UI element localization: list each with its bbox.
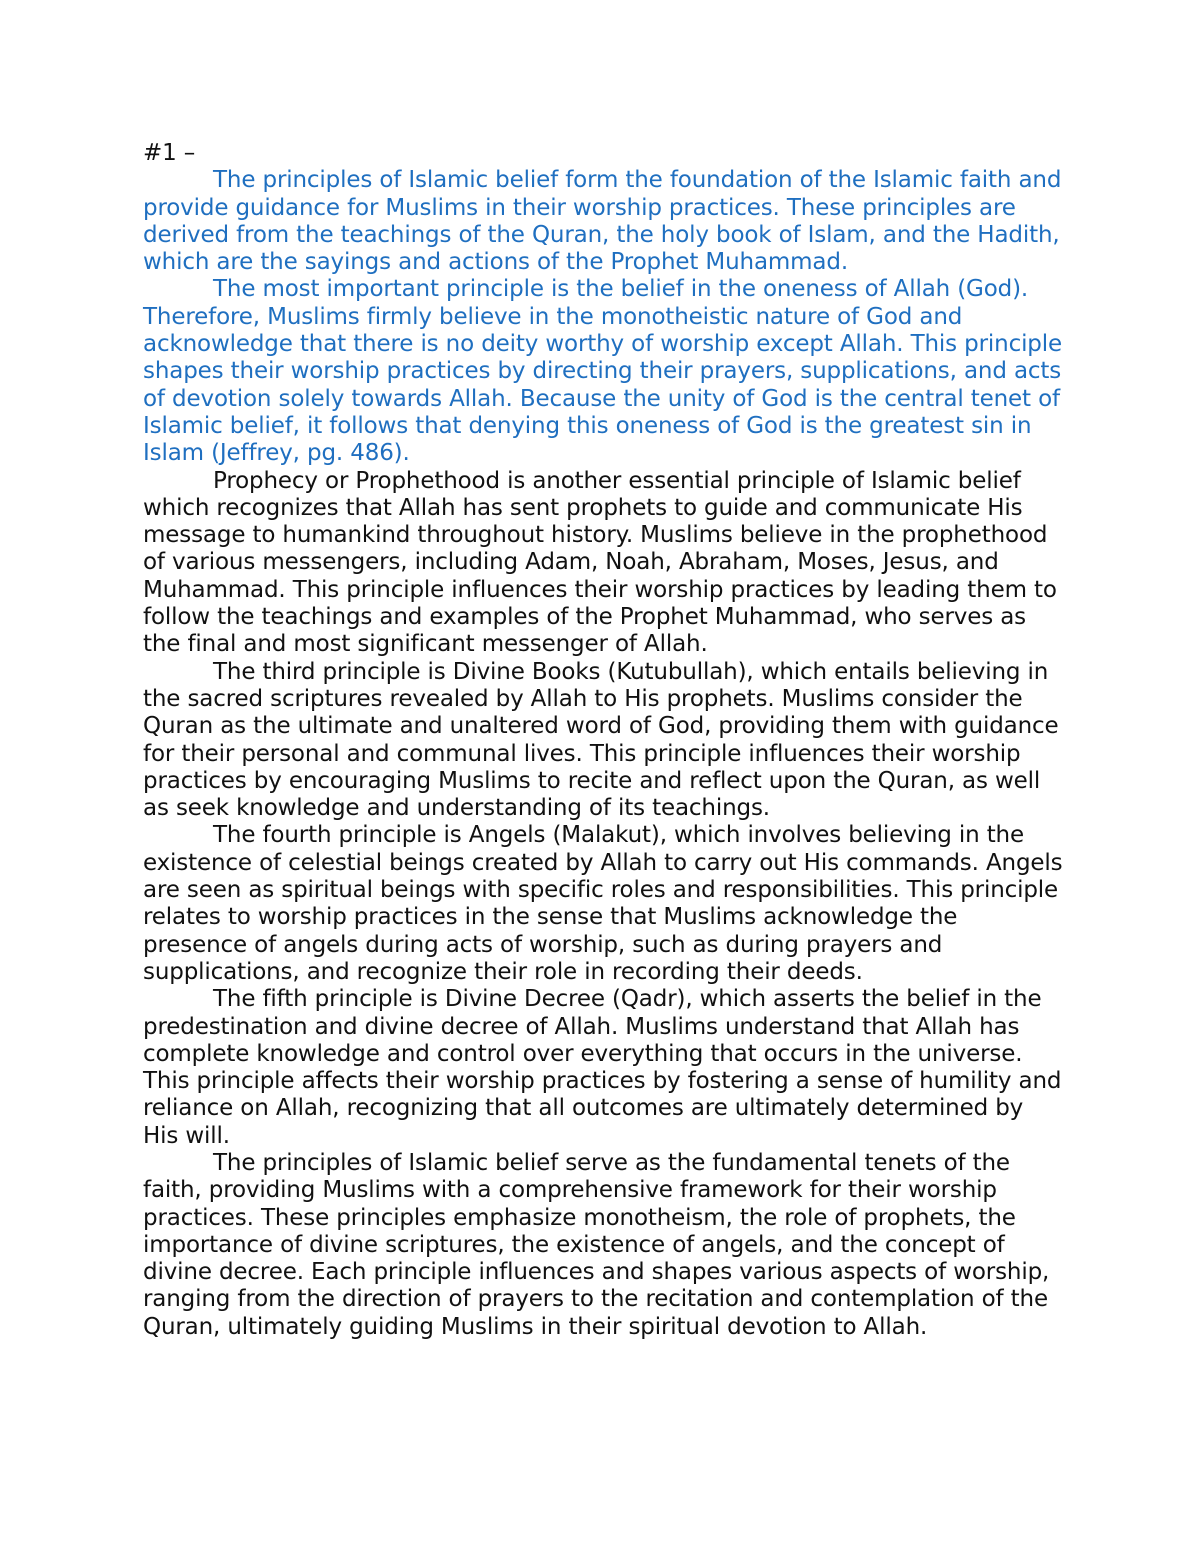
document-heading: #1 –	[143, 140, 196, 166]
paragraph-conclusion: The principles of Islamic belief serve as the fundamental tenets of the faith, providing Muslims with a comprehensive framework for their worship practices. These principles emphasize monotheism, the role of prophets, the importance of divine scriptures, the existence of angels, and the concept of divine decree. Each principle influences and shapes various aspects of worship, ranging from the direction of prayers to the recitation and contemplation of the Quran, ultimately guiding Muslims in their spiritual devotion to Allah.	[143, 1149, 1050, 1340]
paragraph-intro: The principles of Islamic belief form the foundation of the Islamic faith and provide guidance for Muslims in their worship practices. These principles are derived from the teachings of the Quran, the holy book of Islam, and the Hadith, which are the sayings and actions of the Prophet Muhammad.	[143, 167, 1062, 276]
document-page	[143, 140, 1063, 1341]
paragraph-prophethood: Prophecy or Prophethood is another essential principle of Islamic belief which recognizes that Allah has sent prophets to guide and communicate His message to humankind throughout history. Muslims believe in the prophethood of various messengers, including Adam, Noah, Abraham, Moses, Jesus, and Muhammad. This principle influences their worship practices by leading them to follow the teachings and examples of the Prophet Muhammad, who serves as the final and most significant messenger of Allah.	[143, 467, 1057, 658]
paragraph-oneness-of-allah: The most important principle is the belief in the oneness of Allah (God). Therefore, Muslims firmly believe in the monotheistic nature of God and acknowledge that there is no deity worthy of worship except Allah. This principle shapes their worship practices by directing their prayers, supplications, and acts of devotion solely towards Allah. Because the unity of God is the central tenet of Islamic belief, it follows that denying this oneness of God is the greatest sin in Islam (Jeffrey, pg. 486).	[143, 276, 1063, 467]
paragraph-angels: The fourth principle is Angels (Malakut), which involves believing in the existence of celestial beings created by Allah to carry out His commands. Angels are seen as spiritual beings with specific roles and responsibilities. This principle relates to worship practices in the sense that Muslims acknowledge the presence of angels during acts of worship, such as during prayers and supplications, and recognize their role in recording their deeds.	[143, 822, 1063, 985]
paragraph-divine-books: The third principle is Divine Books (Kutubullah), which entails believing in the sacred scriptures revealed by Allah to His prophets. Muslims consider the Quran as the ultimate and unaltered word of God, providing them with guidance for their personal and communal lives. This principle influences their worship practices by encouraging Muslims to recite and reflect upon the Quran, as well as seek knowledge and understanding of its teachings.	[143, 658, 1059, 822]
paragraph-divine-decree: The fifth principle is Divine Decree (Qadr), which asserts the belief in the predestination and divine decree of Allah. Muslims understand that Allah has complete knowledge and control over everything that occurs in the universe. This principle affects their worship practices by fostering a sense of humility and reliance on Allah, recognizing that all outcomes are ultimately determined by His will.	[143, 986, 1062, 1149]
